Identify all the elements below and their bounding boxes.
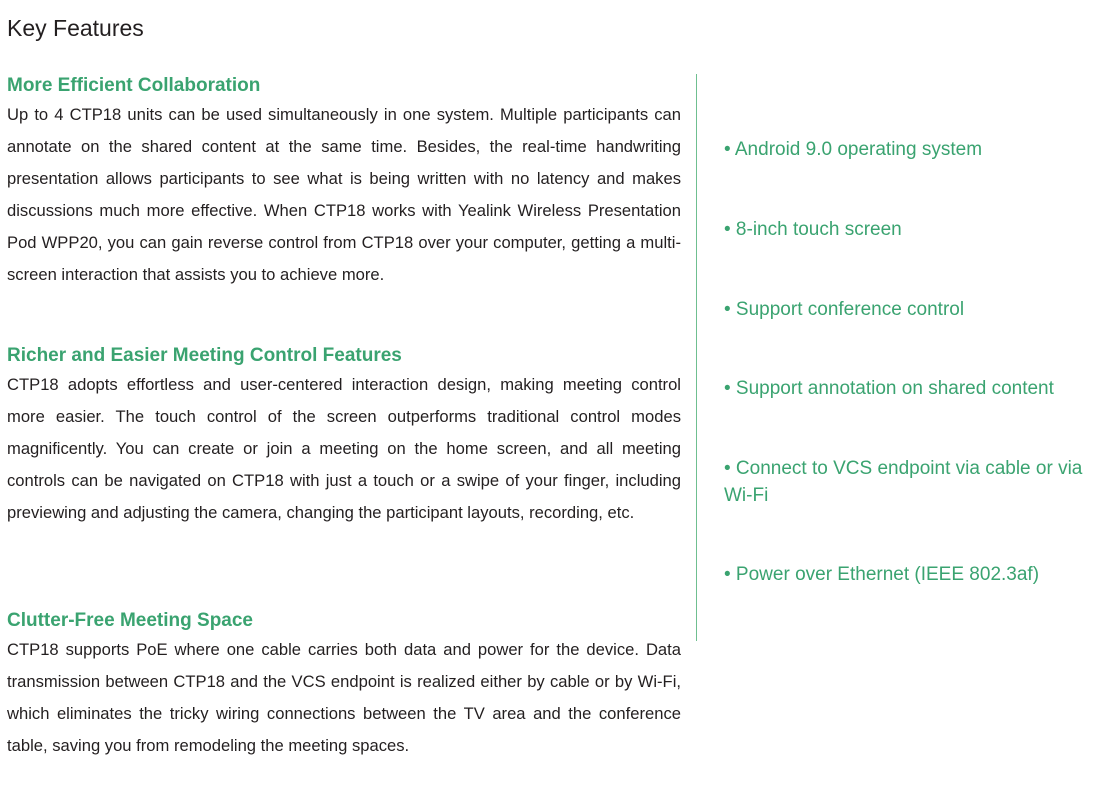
page-title: Key Features: [7, 15, 144, 41]
section-meeting-control: [7, 343, 681, 529]
column-divider: [696, 74, 697, 641]
section-heading: More Efficient Collaboration: [7, 75, 261, 96]
section-body: CTP18 supports PoE where one cable carries both data and power for the device. Data transmission between CTP18 and the VCS endpoint is realized either by cable or by Wi-Fi, which eliminates the tricky wiring connections between the TV area and the conference table, saving you from remodeling the meeting spaces.: [7, 640, 681, 755]
feature-item-touch-screen: • 8-inch touch screen: [724, 219, 902, 240]
section-heading: Clutter-Free Meeting Space: [7, 610, 253, 631]
section-body: Up to 4 CTP18 units can be used simultaneously in one system. Multiple participants can annotate on the shared content at the same time. Besides, the real-time handwriting presentation allows participants to see what is being written with no latency and makes discussions much more effective. When CTP18 works with Yealink Wireless Presentation Pod WPP20, you can gain reverse control from CTP18 over your computer, getting a multi-screen interaction that assists you to achieve more.: [7, 105, 681, 284]
section-meeting-space: [7, 608, 681, 762]
section-collaboration: [7, 73, 681, 291]
section-body: CTP18 adopts effortless and user-centered interaction design, making meeting control more easier. The touch control of the screen outperforms traditional control modes magnificently. You can create or join a meeting on the home screen, and all meeting controls can be navigated on CTP18 with just a touch or a swipe of your finger, including previewing and adjusting the camera, changing the participant layouts, recording, etc.: [7, 375, 681, 522]
feature-item-android: • Android 9.0 operating system: [724, 139, 983, 160]
section-heading: Richer and Easier Meeting Control Features: [7, 345, 402, 366]
feature-item-poe: • Power over Ethernet (IEEE 802.3af): [724, 564, 1040, 585]
feature-item-annotation: • Support annotation on shared content: [724, 378, 1054, 399]
feature-item-vcs-connect: • Connect to VCS endpoint via cable or via Wi-Fi: [724, 458, 1083, 506]
feature-item-conference-control: • Support conference control: [724, 299, 965, 320]
